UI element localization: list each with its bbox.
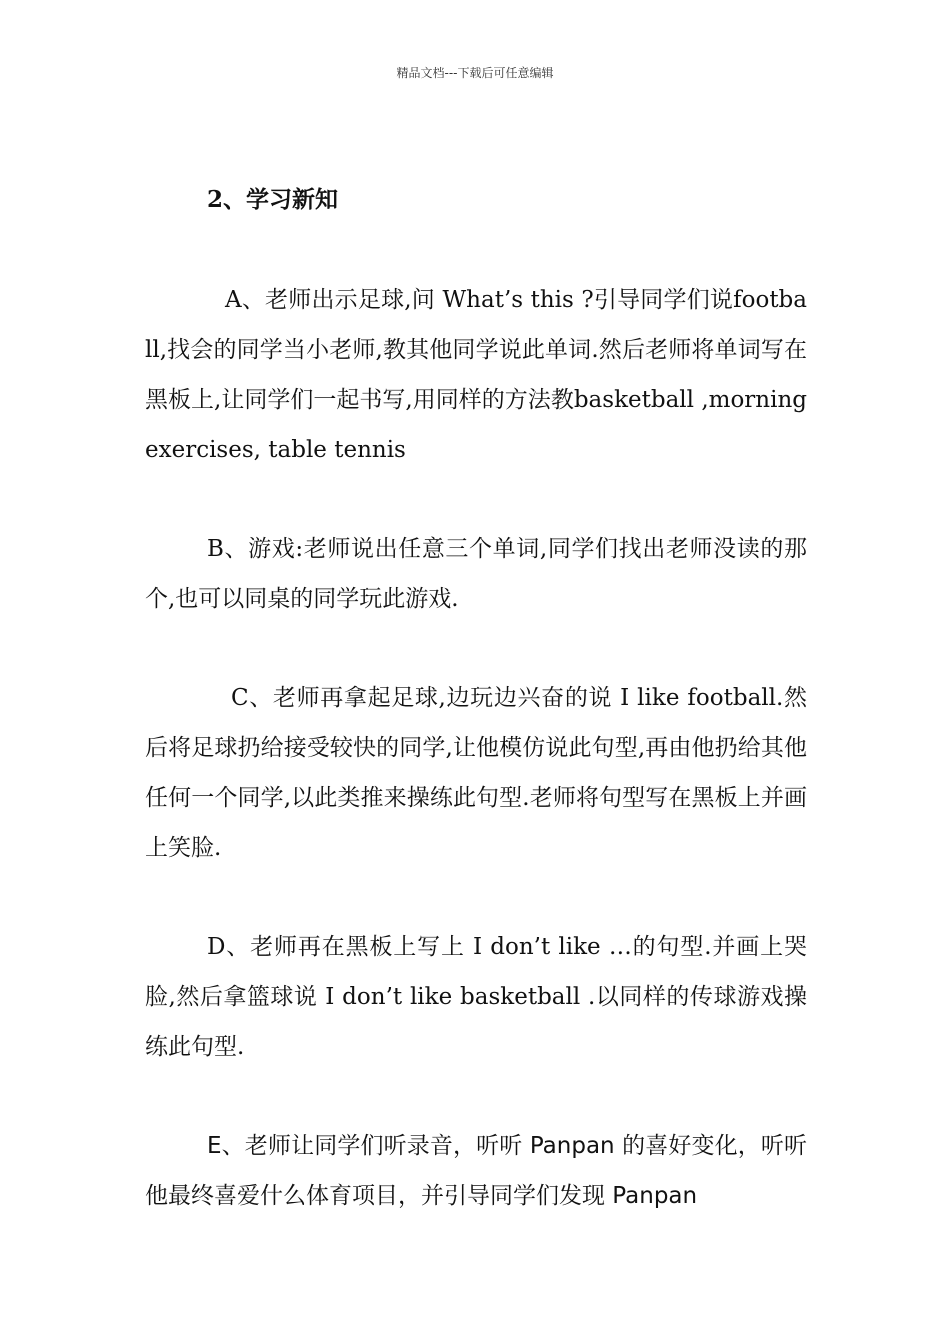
page-header: 精品文档---下载后可任意编辑 — [396, 66, 554, 80]
paragraph-e: E、老师让同学们听录音，听听 Panpan 的喜好变化，听听他最终喜爱什么体育项目，并引导同学们发现 Panpan — [145, 1133, 807, 1209]
paragraph-a: A、老师出示足球,问 What’s this ?引导同学们说football,找会的同学当小老师,教其他同学说此单词.然后老师将单词写在黑板上,让同学们一起书写,用同样的方法教basketball ,morning exercises, table tennis — [145, 287, 807, 463]
paragraph-b: B、游戏:老师说出任意三个单词,同学们找出老师没读的那个,也可以同桌的同学玩此游戏. — [145, 536, 807, 612]
paragraph-c: C、老师再拿起足球,边玩边兴奋的说 I like football.然后将足球扔给接受较快的同学,让他模仿说此句型,再由他扔给其他任何一个同学,以此类推来操练此句型.老师将句型写在黑板上并画上笑脸. — [145, 685, 807, 861]
paragraph-d: D、老师再在黑板上写上 I don’t like …的句型.并画上哭脸,然后拿篮球说 I don’t like basketball .以同样的传球游戏操练此句型. — [145, 934, 807, 1060]
section-heading: 2、学习新知 — [207, 186, 339, 213]
